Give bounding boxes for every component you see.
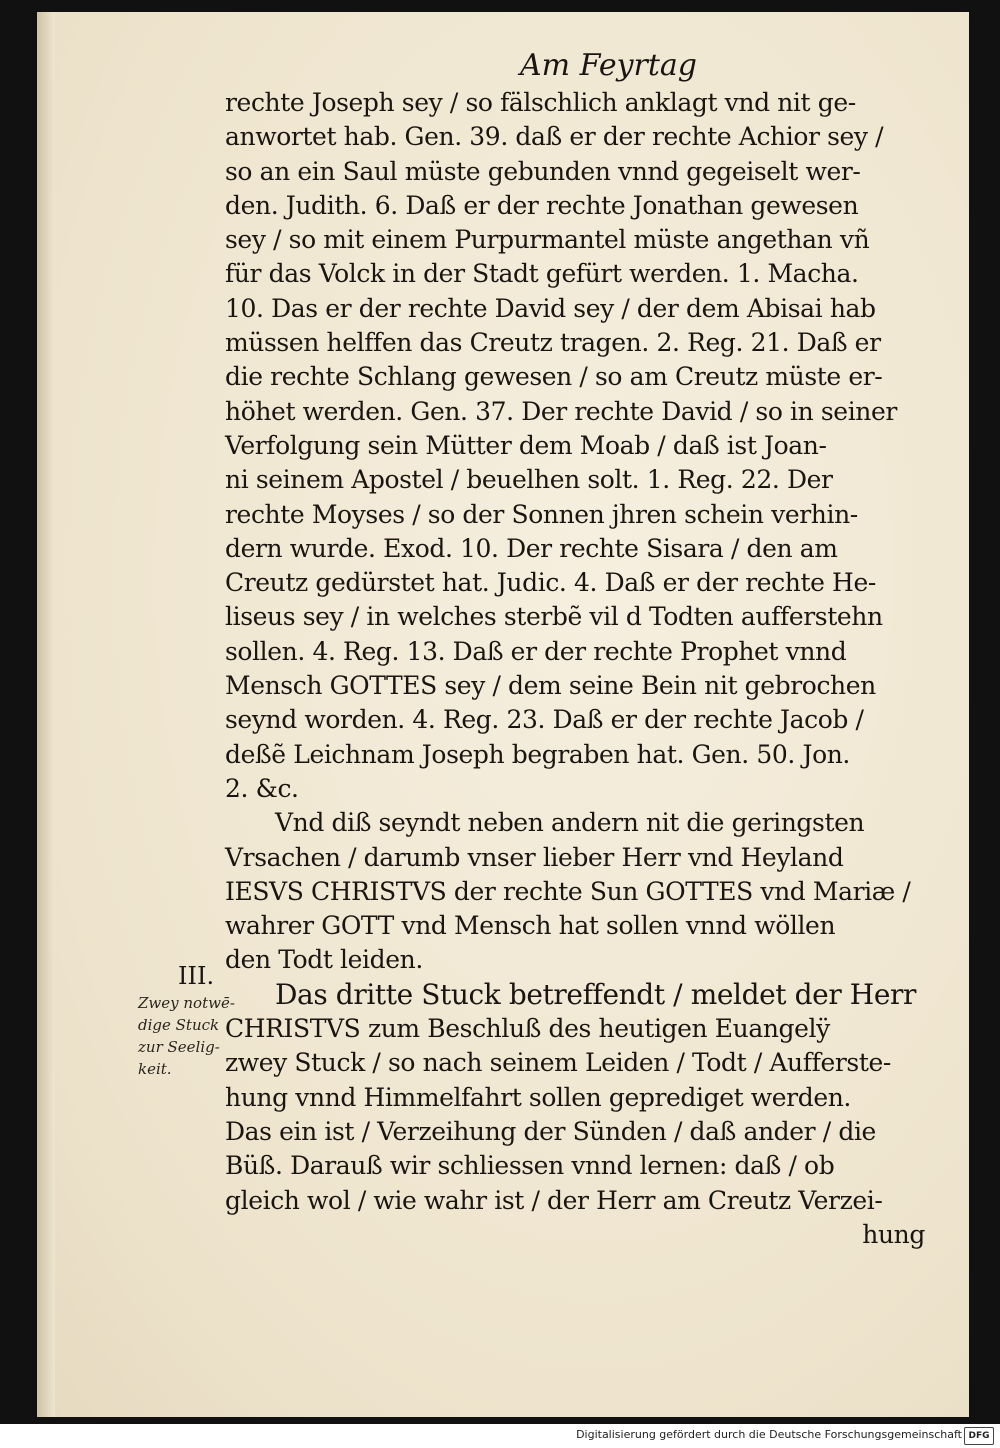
page-gutter [37,12,55,1417]
text-line: deßẽ Leichnam Joseph begraben hat. Gen. 50. Jon. [225,739,850,769]
text-line: zwey Stuck / so nach seinem Leiden / Todt / Aufferste- [225,1048,891,1078]
text-line: 2. &c. [225,773,299,803]
text-line: den. Judith. 6. Daß er der rechte Jonathan gewesen [225,190,859,220]
text-line: Mensch GOTTES sey / dem seine Bein nit gebrochen [225,671,876,701]
text-line: rechte Joseph sey / so fälschlich anklagt vnd nit ge- [225,88,856,117]
text-line: CHRISTVS zum Beschluß des heutigen Euangelÿ [225,1014,830,1044]
text-line: müssen helffen das Creutz tragen. 2. Reg. 21. Daß er [225,328,881,358]
margin-note [138,960,235,1080]
margin-note-line: Zwey notwē- [138,994,235,1012]
margin-note-line: zur Seelig- [138,1038,220,1056]
text-line: sey / so mit einem Purpurmantel müste angethan vñ [225,225,870,255]
catchword: hung [862,1219,925,1249]
text-line: 10. Das er der rechte David sey / der dem Abisai hab [225,293,876,323]
text-line: höhet werden. Gen. 37. Der rechte David / so in seiner [225,396,897,426]
text-line: rechte Moyses / so der Sonnen jhren schein verhin- [225,499,858,529]
text-line: seynd worden. 4. Reg. 23. Daß er der rechte Jacob / [225,705,864,735]
text-line: die rechte Schlang gewesen / so am Creutz müste er- [225,362,883,392]
text-line: ni seinem Apostel / beuelhen solt. 1. Reg. 22. Der [225,465,833,495]
text-line: wahrer GOTT vnd Mensch hat sollen vnnd wöllen [225,911,836,941]
margin-note-line: keit. [138,1060,172,1078]
dfg-logo: DFG [964,1427,994,1445]
text-line: Verfolgung sein Mütter dem Moab / daß ist Joan- [225,430,827,460]
text-line: Creutz gedürstet hat. Judic. 4. Daß er der rechte He- [225,568,876,598]
text-line: so an ein Saul müste gebunden vnnd gegeiselt wer- [225,156,861,186]
text-line: dern wurde. Exod. 10. Der rechte Sisara / den am [225,533,838,563]
margin-note-number: III. [178,962,215,990]
text-line: Vnd diß seyndt neben andern nit die geringsten [275,808,865,838]
text-line: anwortet hab. Gen. 39. daß er der rechte Achior sey / [225,122,884,152]
footer-bar [0,1424,1000,1448]
text-line: Das ein ist / Verzeihung der Sünden / daß ander / die [225,1116,876,1146]
text-line: gleich wol / wie wahr ist / der Herr am Creutz Verzei- [225,1185,883,1215]
body-text [225,86,925,1252]
text-line: für das Volck in der Stadt gefürt werden. 1. Macha. [225,259,859,289]
funding-notice: Digitalisierung gefördert durch die Deutsche Forschungsgemeinschaft [576,1428,962,1441]
text-line: liseus sey / in welches sterbẽ vil d Todten aufferstehn [225,602,883,632]
text-line: Vrsachen / darumb vnser lieber Herr vnd Heyland [225,842,844,872]
text-line: Büß. Darauß wir schliessen vnnd lernen: daß / ob [225,1151,835,1181]
margin-note-line: dige Stuck [138,1016,220,1034]
text-line: sollen. 4. Reg. 13. Daß er der rechte Prophet vnnd [225,636,847,666]
text-line: den Todt leiden. [225,945,423,975]
text-line: IESVS CHRISTVS der rechte Sun GOTTES vnd Mariæ / [225,876,911,906]
text-line: Das dritte Stuck betreffendt / meldet der Herr [275,977,916,1011]
running-head: Am Feyrtag [520,48,698,83]
text-line: hung vnnd Himmelfahrt sollen geprediget werden. [225,1082,851,1112]
